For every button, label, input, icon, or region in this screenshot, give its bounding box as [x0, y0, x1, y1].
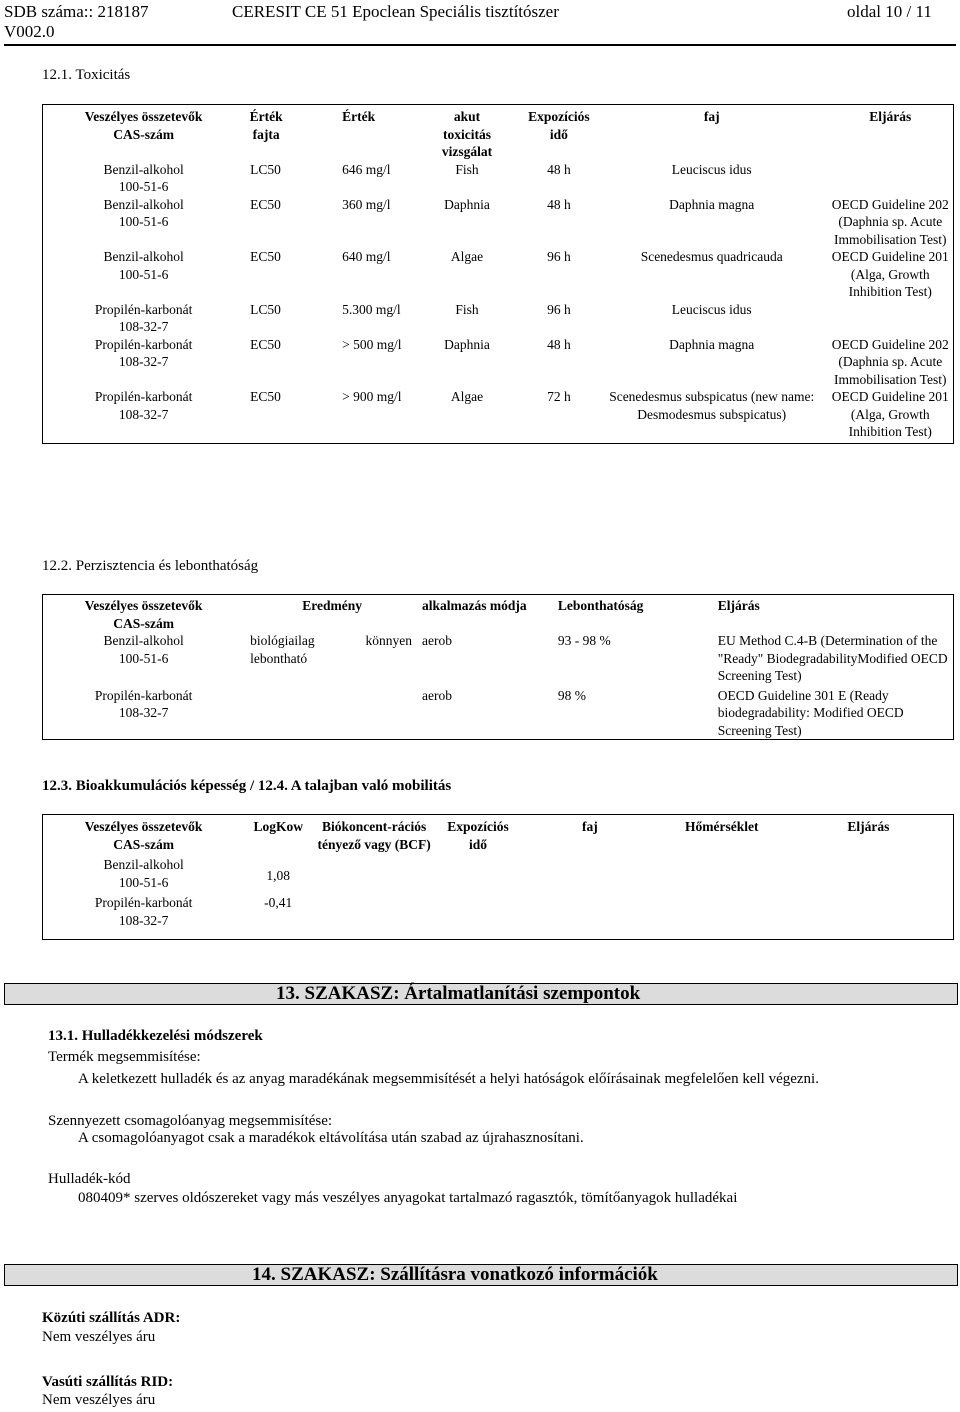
table-row	[43, 336, 954, 389]
table-row	[43, 301, 954, 336]
road-transport-label: Közúti szállítás ADR:	[42, 1310, 181, 1326]
exposure-time: 96 h	[547, 301, 571, 317]
method: OECD Guideline 201 (Alga, Growth Inhibition Test)	[831, 249, 949, 299]
degradability-value: 93 - 98 %	[557, 633, 611, 648]
result-text-b: könnyen	[365, 633, 413, 648]
value-type: LC50	[250, 301, 281, 317]
col-result: Eredmény	[302, 598, 362, 613]
page-number: oldal 10 / 11	[847, 2, 932, 21]
mode-value: aerob	[422, 633, 453, 648]
component-cell	[43, 161, 245, 196]
table-header-row	[43, 595, 954, 633]
waste-code-text: 080409* szerves oldószereket vagy más veszélyes anyagokat tartalmazó ragasztók, tömítőanyagok hulladékai	[78, 1190, 738, 1206]
method-value: OECD Guideline 301 E (Ready biodegradability: Modified OECD Screening Test)	[717, 687, 904, 738]
col-cas: CAS-szám	[113, 126, 174, 142]
value-type: LC50	[250, 161, 281, 177]
table-header-row	[43, 105, 954, 161]
component-name: Propilén-karbonát	[94, 336, 193, 352]
col-species: faj	[582, 819, 598, 834]
table-header-row	[43, 815, 954, 857]
rail-transport-label: Vasúti szállítás RID:	[42, 1374, 174, 1390]
col-bcf: Biókoncent-rációs tényező vagy (BCF)	[317, 819, 431, 852]
col-degradability: Lebonthatóság	[557, 598, 644, 613]
rail-transport-text: Nem veszélyes áru	[42, 1392, 156, 1408]
exposure-time: 48 h	[547, 336, 571, 352]
species: Scenedesmus subspicatus (new name: Desmodesmus subspicatus)	[609, 389, 815, 422]
packaging-disposal-label: Szennyezett csomagolóanyag megsemmisítése:	[48, 1113, 333, 1129]
acute-test: Daphnia	[444, 336, 490, 352]
acute-test: Fish	[455, 161, 479, 177]
section-12-1-title: 12.1. Toxicitás	[42, 67, 131, 83]
table-row	[43, 856, 954, 894]
header-divider	[4, 44, 956, 46]
col-method: Eljárás	[869, 109, 912, 124]
species: Leuciscus idus	[671, 301, 752, 317]
col-cas: CAS-szám	[113, 615, 174, 631]
species: Leuciscus idus	[671, 161, 752, 177]
table-row	[43, 388, 954, 443]
value-type: EC50	[250, 196, 281, 212]
logkow-value: 1,08	[266, 867, 291, 883]
result-line	[250, 632, 418, 650]
product-disposal-label: Termék megsemmisítése:	[48, 1049, 201, 1065]
component-name: Benzil-alkohol	[103, 161, 184, 177]
component-name: Benzil-alkohol	[103, 196, 184, 212]
cas-number: 108-32-7	[118, 912, 169, 928]
cas-number: 108-32-7	[118, 705, 169, 720]
exposure-time: 48 h	[547, 196, 571, 212]
cas-number: 100-51-6	[118, 874, 169, 890]
table-row	[43, 196, 954, 249]
component-name: Propilén-karbonát	[94, 687, 193, 703]
sdb-number: SDB száma:: 218187	[4, 2, 149, 21]
col-temp: Hőmérséklet	[684, 819, 759, 834]
packaging-disposal-text: A csomagolóanyagot csak a maradékok eltávolítása után szabad az újrahasznosítani.	[78, 1130, 584, 1146]
value: 646 mg/l	[342, 161, 391, 177]
col-logkow: LogKow	[253, 819, 303, 834]
result-text-c: lebontható	[250, 650, 308, 666]
product-disposal-text: A keletkezett hulladék és az anyag maradékának megsemmisítését a helyi hatóságok előírásainak megfelelően kell végezni.	[78, 1071, 819, 1087]
degradability-value: 98 %	[557, 687, 586, 703]
component-name: Propilén-karbonát	[94, 895, 193, 911]
acute-test: Daphnia	[444, 196, 490, 212]
col-acute: akut toxicitás vizsgálat	[441, 109, 493, 159]
component-cell	[43, 248, 245, 301]
acute-test: Algae	[450, 389, 484, 404]
component-cell	[43, 388, 245, 443]
result-text-a	[244, 685, 420, 740]
cas-number: 108-32-7	[118, 319, 169, 334]
value-type: EC50	[250, 249, 281, 264]
component-name: Benzil-alkohol	[103, 249, 184, 264]
section-12-2-title: 12.2. Perzisztencia és lebonthatóság	[42, 558, 259, 574]
cas-number: 108-32-7	[118, 406, 169, 422]
table-row	[43, 248, 954, 301]
table-row	[43, 685, 954, 740]
value: > 900 mg/l	[342, 389, 402, 404]
version: V002.0	[4, 22, 55, 41]
component-name: Propilén-karbonát	[94, 301, 193, 317]
mode-value: aerob	[422, 687, 453, 703]
section-12-3-title: 12.3. Bioakkumulációs képesség / 12.4. A talajban való mobilitás	[42, 778, 452, 794]
cas-number: 100-51-6	[118, 214, 169, 229]
component-name: Benzil-alkohol	[103, 857, 184, 873]
col-value: Érték	[342, 109, 376, 124]
col-cas: CAS-szám	[113, 836, 174, 852]
col-component: Veszélyes összetevők	[84, 598, 203, 613]
col-species: faj	[703, 109, 720, 124]
col-mode: alkalmazás módja	[422, 598, 527, 613]
method: OECD Guideline 202 (Daphnia sp. Acute Immobilisation Test)	[831, 196, 949, 247]
value-type: EC50	[250, 389, 281, 404]
col-value-type: Érték fajta	[249, 109, 283, 142]
method: OECD Guideline 201 (Alga, Growth Inhibition Test)	[831, 389, 949, 439]
section-13-title: 13. SZAKASZ: Ártalmatlanítási szempontok	[276, 983, 641, 1004]
col-method: Eljárás	[847, 819, 890, 834]
acute-test: Fish	[455, 301, 479, 317]
product-name: CERESIT CE 51 Epoclean Speciális tisztítószer	[232, 2, 559, 21]
value-type: EC50	[250, 336, 281, 352]
col-exposure: Expozíciós idő	[528, 109, 590, 142]
table-row	[43, 632, 954, 685]
value: 5.300 mg/l	[342, 301, 401, 317]
component-cell	[43, 336, 245, 389]
cas-number: 100-51-6	[118, 650, 169, 666]
value: 360 mg/l	[342, 196, 391, 212]
bioaccumulation-table	[42, 814, 954, 940]
logkow-value: -0,41	[264, 895, 293, 911]
col-exposure: Expozíciós idő	[447, 819, 509, 852]
cas-number: 108-32-7	[118, 354, 169, 369]
value: > 500 mg/l	[342, 336, 402, 352]
method: OECD Guideline 202 (Daphnia sp. Acute Immobilisation Test)	[831, 336, 949, 387]
species: Daphnia magna	[669, 196, 755, 212]
table-row	[43, 894, 954, 939]
method	[828, 161, 954, 196]
component-cell	[43, 301, 245, 336]
component-cell	[43, 196, 245, 249]
section-14-title: 14. SZAKASZ: Szállításra vonatkozó információk	[252, 1264, 658, 1285]
persistence-table	[42, 594, 954, 740]
cas-number: 100-51-6	[118, 266, 169, 282]
result-text-a: biológiailag	[250, 633, 315, 648]
col-component: Veszélyes összetevők	[84, 109, 203, 124]
road-transport-text: Nem veszélyes áru	[42, 1329, 156, 1345]
col-method: Eljárás	[717, 598, 760, 613]
species: Scenedesmus quadricauda	[640, 249, 783, 264]
exposure-time: 72 h	[547, 389, 571, 404]
value: 640 mg/l	[342, 249, 391, 264]
component-name: Propilén-karbonát	[94, 389, 193, 404]
col-component: Veszélyes összetevők	[84, 819, 203, 834]
method-value: EU Method C.4-B (Determination of the "Ready" BiodegradabilityModified OECD Screening Test)	[717, 633, 948, 683]
species: Daphnia magna	[669, 336, 755, 352]
table-row	[43, 161, 954, 196]
cas-number: 100-51-6	[118, 179, 169, 194]
method	[828, 301, 954, 336]
section-13-1-title: 13.1. Hulladékkezelési módszerek	[48, 1028, 263, 1044]
waste-code-label: Hulladék-kód	[48, 1171, 131, 1187]
toxicity-table	[42, 104, 954, 444]
exposure-time: 48 h	[547, 161, 571, 177]
component-name: Benzil-alkohol	[103, 633, 184, 648]
acute-test: Algae	[450, 249, 484, 264]
exposure-time: 96 h	[547, 249, 571, 264]
